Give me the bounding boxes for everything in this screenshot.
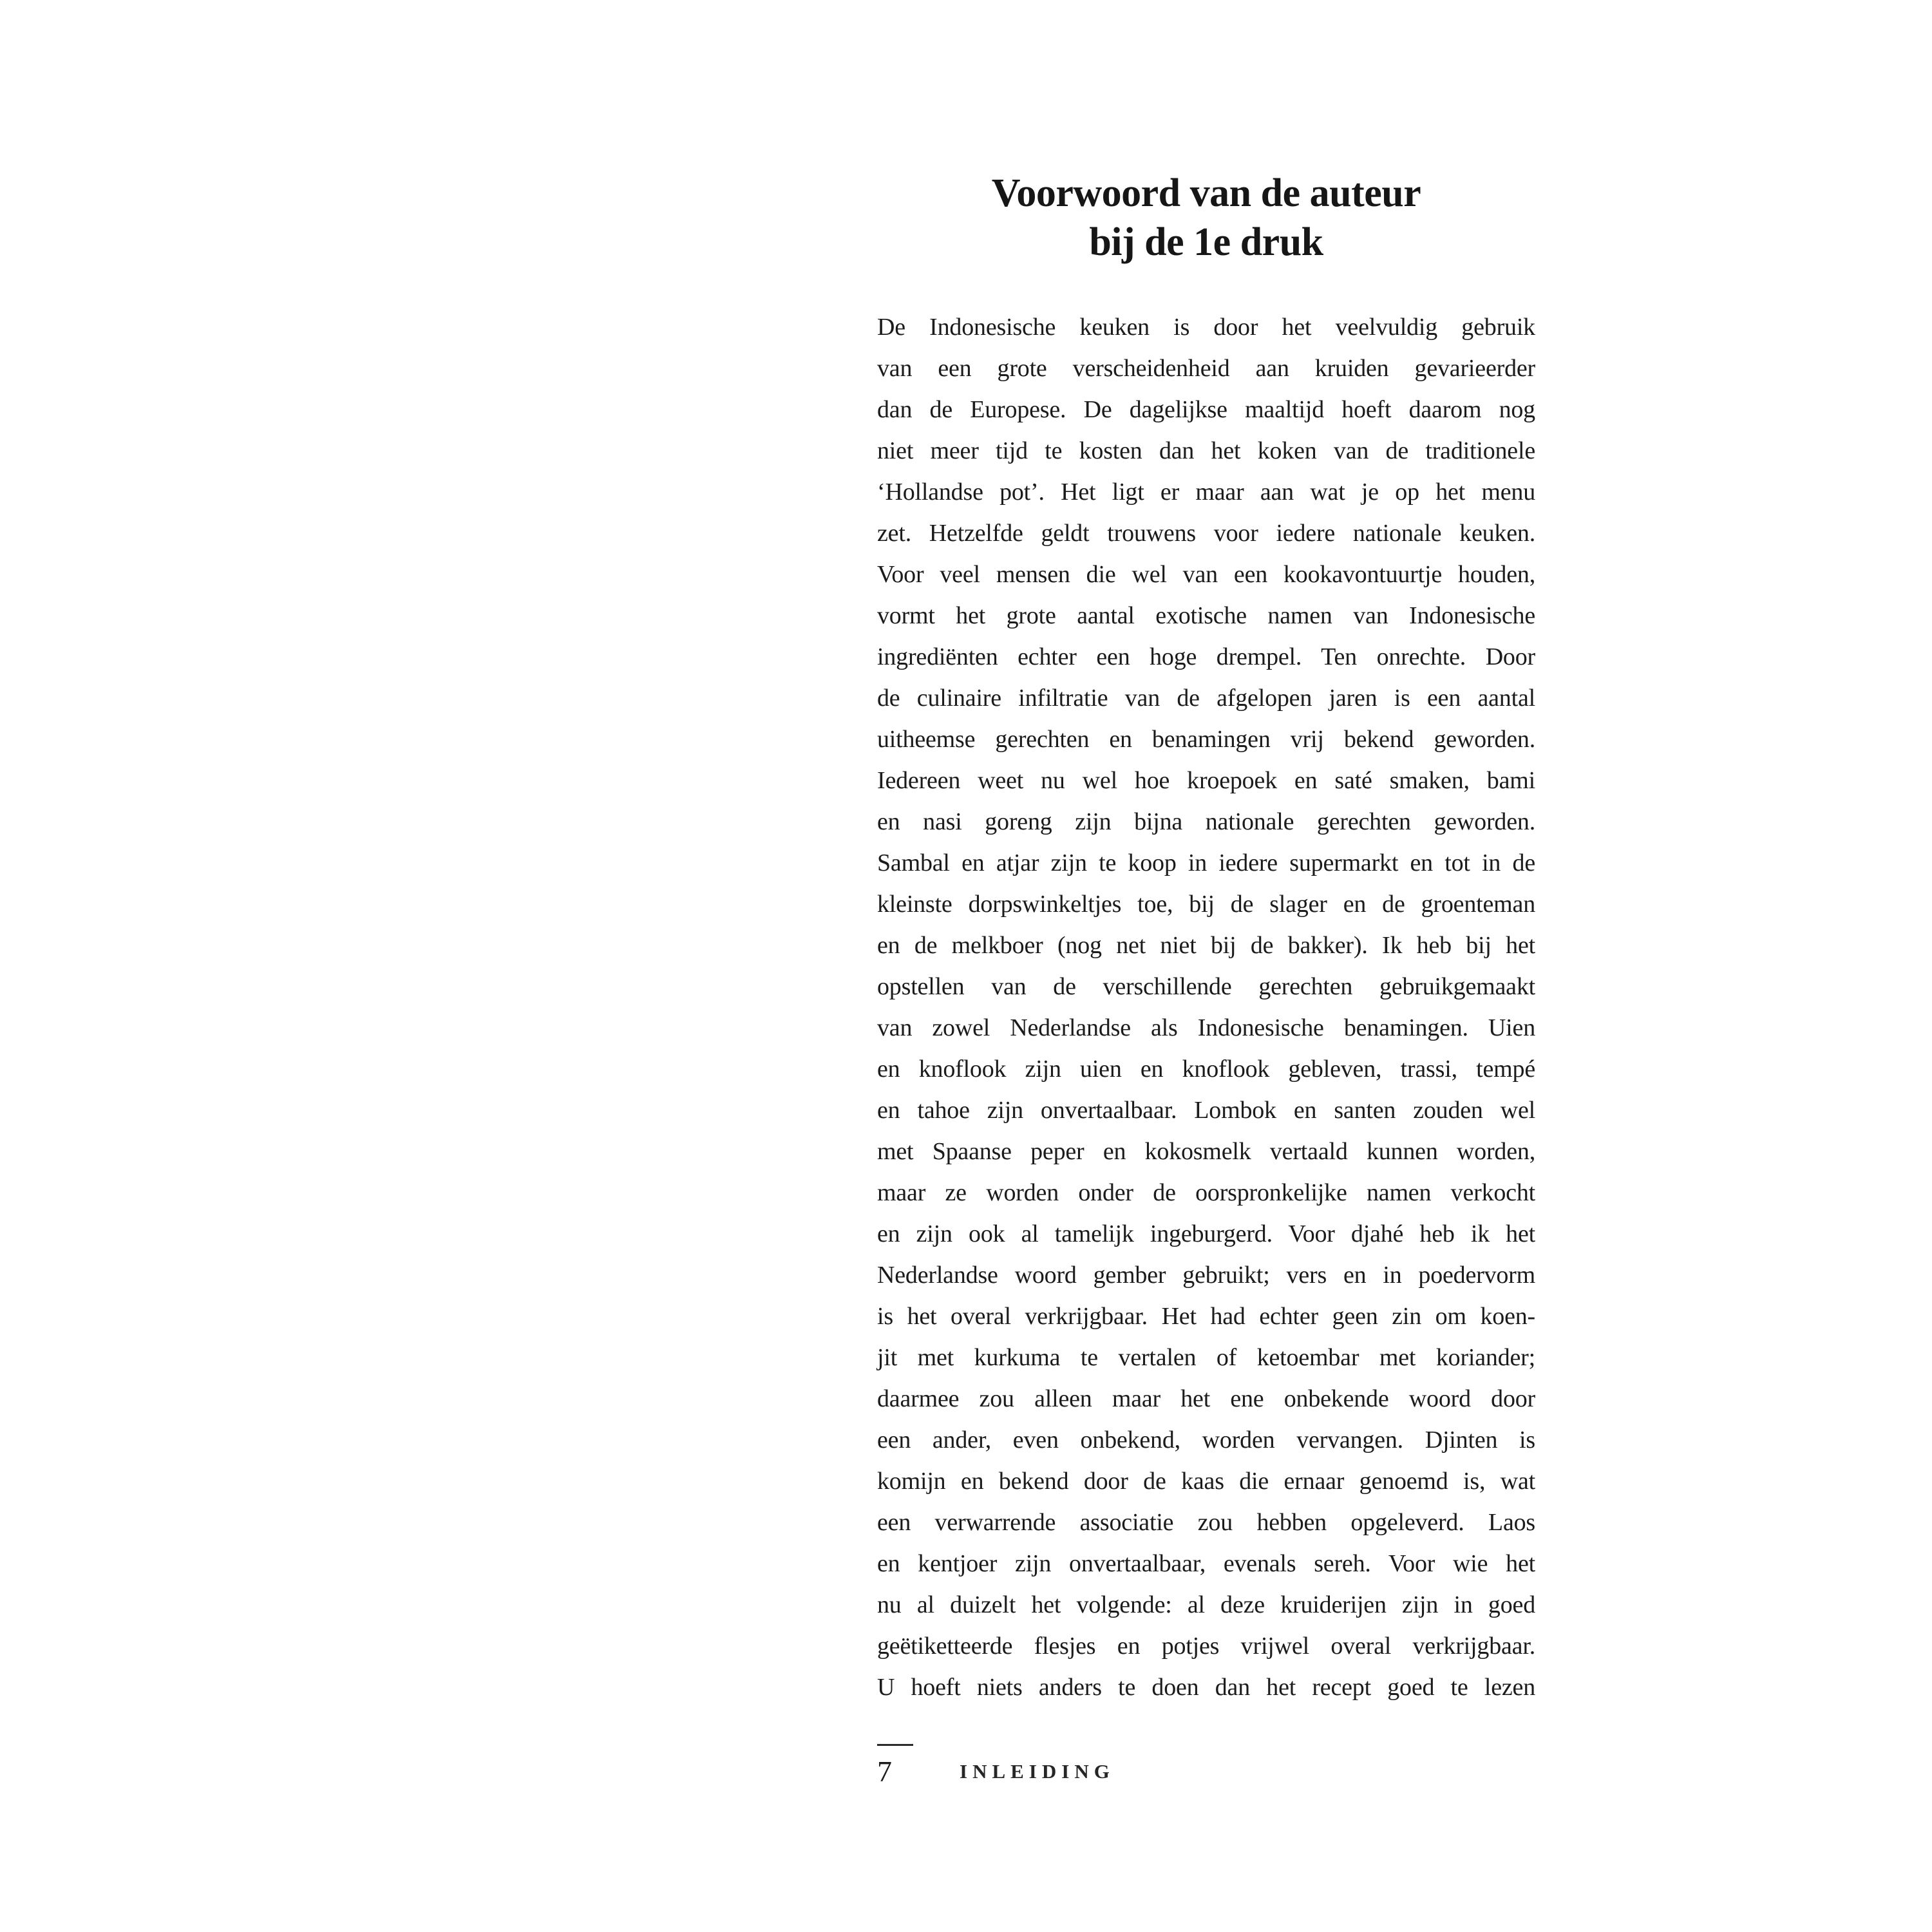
text-line: daarmee zou alleen maar het ene onbekende woord door (877, 1385, 1535, 1412)
body-paragraph (877, 307, 1535, 1708)
text-line: ‘Hollandse pot’. Het ligt er maar aan wat je op het menu (877, 478, 1535, 506)
text-line: en de melkboer (nog net niet bij de bakker). Ik heb bij het (877, 932, 1535, 959)
page-footer (877, 1744, 1535, 1799)
text-line: en zijn ook al tamelijk ingeburgerd. Voor djahé heb ik het (877, 1220, 1535, 1247)
text-line: ingrediënten echter een hoge drempel. Ten onrechte. Door (877, 643, 1535, 670)
text-column (877, 0, 1535, 1932)
text-line: is het overal verkrijgbaar. Het had echter geen zin om koen- (877, 1303, 1535, 1330)
text-line: en nasi goreng zijn bijna nationale gerechten geworden. (877, 808, 1535, 835)
text-line: van een grote verscheidenheid aan kruiden gevarieerder (877, 355, 1535, 382)
text-line: niet meer tijd te kosten dan het koken van de traditionele (877, 437, 1535, 464)
text-line: Voor veel mensen die wel van een kookavontuurtje houden, (877, 561, 1535, 588)
text-line: De Indonesische keuken is door het veelvuldig gebruik (877, 314, 1535, 341)
text-line: U hoeft niets anders te doen dan het recept goed te lezen (877, 1674, 1535, 1701)
text-line: Nederlandse woord gember gebruikt; vers en in poedervorm (877, 1262, 1535, 1289)
text-line: en tahoe zijn onvertaalbaar. Lombok en santen zouden wel (877, 1097, 1535, 1124)
section-label: INLEIDING (960, 1760, 1115, 1783)
text-line: opstellen van de verschillende gerechten gebruikgemaakt (877, 973, 1535, 1000)
text-line: een ander, even onbekend, worden vervangen. Djinten is (877, 1426, 1535, 1454)
footer-row (877, 1754, 1535, 1799)
text-line: Iedereen weet nu wel hoe kroepoek en saté smaken, bami (877, 767, 1535, 794)
text-line: uitheemse gerechten en benamingen vrij bekend geworden. (877, 726, 1535, 753)
text-line: met Spaanse peper en kokosmelk vertaald kunnen worden, (877, 1138, 1535, 1165)
page-number: 7 (877, 1755, 892, 1788)
page-title-line-1: Voorwoord van de auteur (991, 171, 1421, 215)
footer-rule (877, 1744, 913, 1746)
text-line: komijn en bekend door de kaas die ernaar genoemd is, wat (877, 1468, 1535, 1495)
text-line: van zowel Nederlandse als Indonesische benamingen. Uien (877, 1014, 1535, 1041)
text-line: en knoflook zijn uien en knoflook gebleven, trassi, tempé (877, 1056, 1535, 1083)
text-line: vormt het grote aantal exotische namen van Indonesische (877, 602, 1535, 629)
text-line: nu al duizelt het volgende: al deze kruiderijen zijn in goed (877, 1591, 1535, 1618)
text-line: jit met kurkuma te vertalen of ketoembar met koriander; (877, 1344, 1535, 1371)
text-line: dan de Europese. De dagelijkse maaltijd hoeft daarom nog (877, 396, 1535, 423)
text-line: de culinaire infiltratie van de afgelopen jaren is een aantal (877, 685, 1535, 712)
text-line: een verwarrende associatie zou hebben opgeleverd. Laos (877, 1509, 1535, 1536)
text-line: kleinste dorpswinkeltjes toe, bij de slager en de groenteman (877, 891, 1535, 918)
text-line: maar ze worden onder de oorspronkelijke namen verkocht (877, 1179, 1535, 1206)
page-title (877, 169, 1535, 267)
text-line: zet. Hetzelfde geldt trouwens voor iedere nationale keuken. (877, 520, 1535, 547)
text-line: Sambal en atjar zijn te koop in iedere supermarkt en tot in de (877, 849, 1535, 876)
text-line: geëtiketteerde flesjes en potjes vrijwel overal verkrijgbaar. (877, 1633, 1535, 1660)
page-title-line-2: bij de 1e druk (1089, 220, 1323, 264)
text-line: en kentjoer zijn onvertaalbaar, evenals sereh. Voor wie het (877, 1550, 1535, 1577)
